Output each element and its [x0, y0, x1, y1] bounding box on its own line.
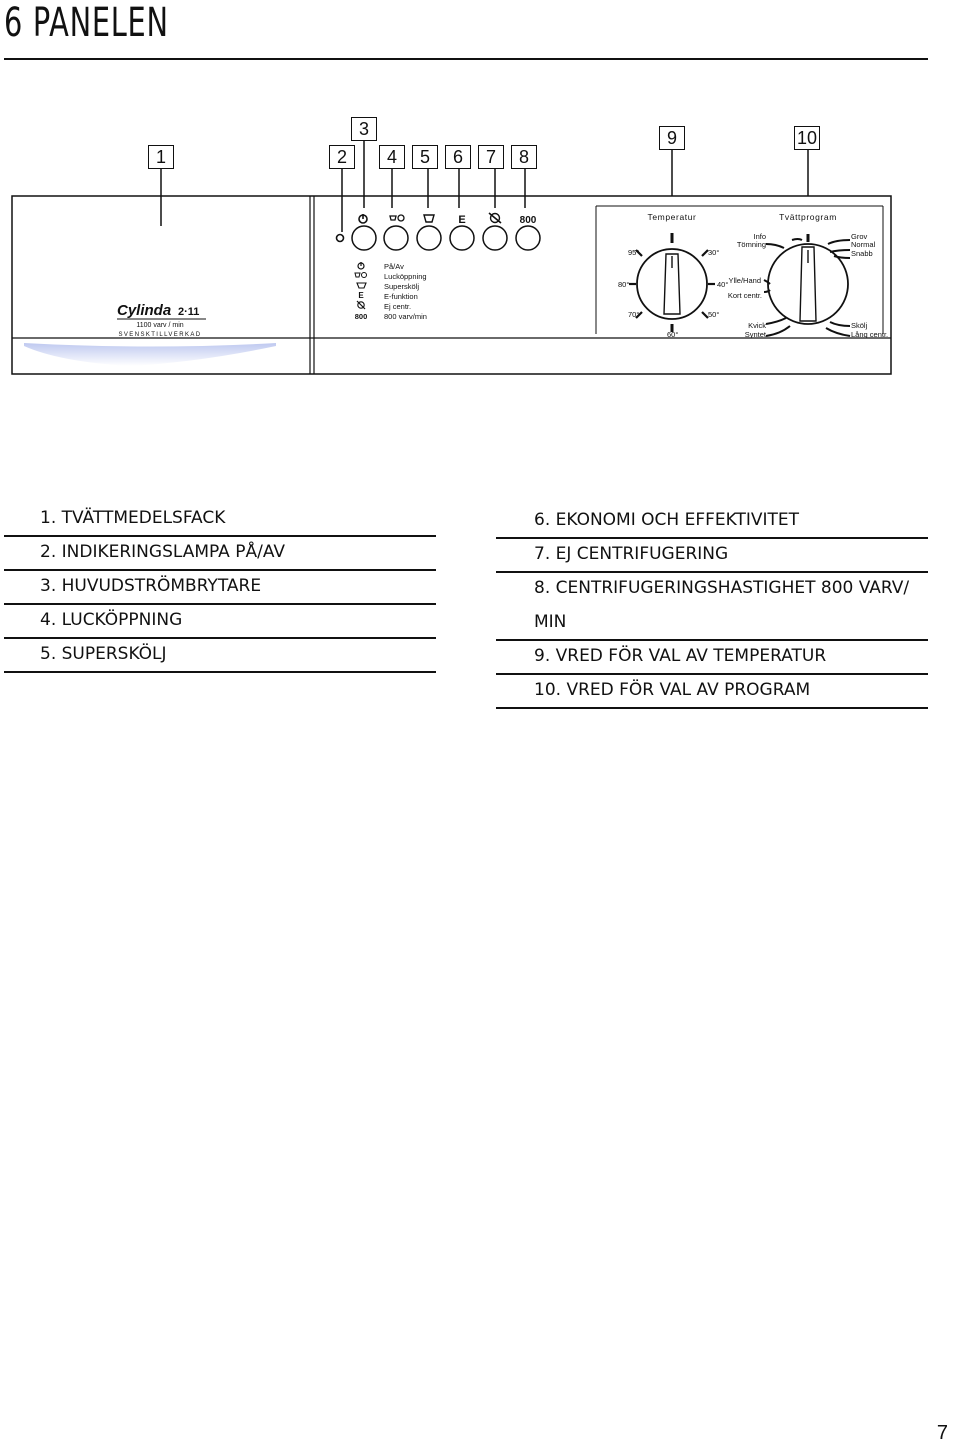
- temp-60: 60°: [667, 330, 679, 339]
- rinse-tub-icon: [424, 215, 434, 222]
- door-open-icon: [390, 215, 404, 221]
- program-snabb: Snabb: [851, 249, 873, 258]
- legend-door-open-icon: [355, 273, 367, 278]
- temp-40: 40°: [717, 280, 729, 289]
- callout-1: 1: [148, 145, 174, 169]
- legend-label-e-function: E-funktion: [384, 292, 418, 301]
- legend-spin-800-icon: 800: [354, 312, 368, 321]
- temperature-knob: [629, 233, 715, 332]
- temp-50: 50°: [708, 310, 720, 319]
- callout-6: 6: [445, 145, 471, 169]
- spin-800-icon: 800: [519, 215, 537, 226]
- list-rule: [4, 603, 436, 605]
- program-syntet: Syntet: [744, 330, 766, 339]
- list-item: 9. VRED FÖR VAL AV TEMPERATUR: [534, 646, 827, 666]
- button-icons: [359, 213, 537, 226]
- detergent-drawer-glow: [24, 343, 276, 366]
- legend-label-rinse: Superskölj: [384, 282, 420, 291]
- temp-70: 70°: [628, 310, 640, 319]
- callout-5: 5: [412, 145, 438, 169]
- list-rule: [496, 639, 928, 641]
- program-info: Info: [753, 232, 766, 241]
- list-rule: [496, 707, 928, 709]
- page-title: 6 PANELEN: [4, 0, 169, 46]
- list-item: 8. CENTRIFUGERINGSHASTIGHET 800 VARV/: [534, 578, 910, 598]
- list-item: MIN: [534, 612, 567, 632]
- control-panel-illustration: [0, 0, 960, 420]
- legend-label-door: Lucköppning: [384, 272, 427, 281]
- list-item: 2. INDIKERINGSLAMPA PÅ/AV: [40, 542, 285, 562]
- list-item: 5. SUPERSKÖLJ: [40, 644, 167, 664]
- brand-block: [117, 302, 206, 338]
- program-skolj: Skölj: [851, 321, 868, 330]
- temperature-heading: Temperatur: [647, 212, 697, 222]
- program-normal: Normal: [851, 240, 876, 249]
- legend-icons: [355, 262, 368, 321]
- callout-8: 8: [511, 145, 537, 169]
- power-icon: [359, 214, 367, 223]
- legend-labels: [384, 262, 427, 321]
- callout-7: 7: [478, 145, 504, 169]
- maker-label: SVENSKTILLVERKAD: [118, 332, 202, 338]
- program-grov: Grov: [851, 232, 868, 241]
- program-kort-centr: Kort centr.: [727, 291, 762, 300]
- program-ylle-hand: Ylle/Hand: [728, 276, 761, 285]
- legend-label-power: På/Av: [384, 262, 404, 271]
- callout-9: 9: [659, 126, 685, 150]
- temp-30: 30°: [708, 248, 720, 257]
- temp-95: 95°: [628, 248, 640, 257]
- legend-power-icon: [358, 262, 364, 269]
- program-knob: [764, 234, 850, 336]
- callout-3: 3: [351, 117, 377, 141]
- program-tomning: Tömning: [736, 240, 766, 249]
- list-rule: [4, 535, 436, 537]
- list-item: 6. EKONOMI OCH EFFEKTIVITET: [534, 510, 800, 530]
- legend-label-no-spin: Ej centr.: [384, 302, 412, 311]
- program-kvick: Kvick: [748, 321, 766, 330]
- list-rule: [4, 637, 436, 639]
- list-item: 10. VRED FÖR VAL AV PROGRAM: [534, 680, 811, 700]
- list-item: 7. EJ CENTRIFUGERING: [534, 544, 729, 564]
- callout-2: 2: [329, 145, 355, 169]
- legend-rinse-tub-icon: [357, 283, 366, 288]
- model-number: 2·11: [178, 306, 200, 318]
- spin-speed-label: 1100 varv / min: [136, 322, 184, 329]
- list-rule: [496, 673, 928, 675]
- no-spin-icon: [489, 213, 501, 223]
- program-lang-centr: Lång centr.: [851, 330, 889, 339]
- legend-no-spin-icon: [357, 301, 365, 309]
- legend-label-800: 800 varv/min: [384, 312, 427, 321]
- list-item: 4. LUCKÖPPNING: [40, 610, 183, 630]
- callout-10: 10: [794, 126, 820, 150]
- legend-e-function-icon: E: [358, 291, 364, 300]
- list-item: 3. HUVUDSTRÖMBRYTARE: [40, 576, 262, 596]
- brand-logo: Cylinda: [117, 302, 172, 319]
- callout-4: 4: [379, 145, 405, 169]
- push-buttons: [352, 226, 540, 250]
- list-rule: [4, 569, 436, 571]
- page-number: 7: [936, 1422, 948, 1444]
- program-heading: Tvättprogram: [779, 212, 837, 222]
- list-rule: [496, 571, 928, 573]
- list-item: 1. TVÄTTMEDELSFACK: [40, 508, 226, 528]
- list-rule: [4, 671, 436, 673]
- temp-80: 80°: [618, 280, 630, 289]
- e-function-icon: E: [458, 214, 466, 226]
- list-rule: [496, 537, 928, 539]
- program-left-labels: [728, 232, 767, 339]
- indicator-lamp: [337, 235, 344, 242]
